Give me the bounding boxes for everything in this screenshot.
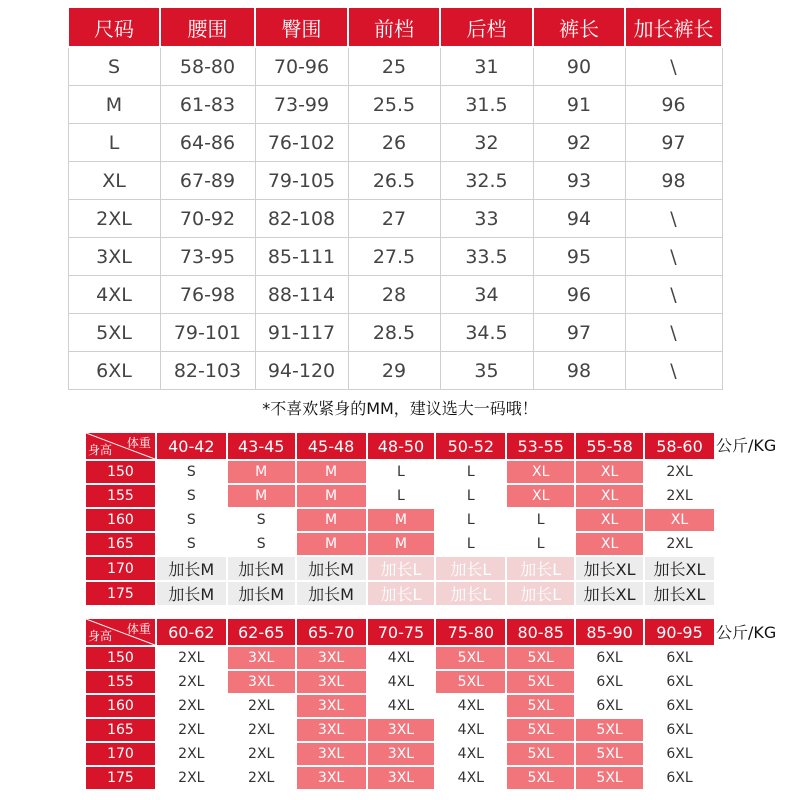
size-chart-header — [68, 7, 722, 47]
table-cell: 91 — [533, 86, 625, 124]
weight-range: 48-50 — [367, 432, 436, 460]
recommended-size: 6XL — [575, 670, 644, 694]
table-cell: 94 — [533, 200, 625, 238]
recommended-size: XL — [575, 532, 644, 556]
recommended-size: 5XL — [435, 670, 506, 694]
table-cell: 70-96 — [255, 47, 348, 86]
recommended-size: XL — [506, 460, 575, 484]
recommended-size: L — [435, 532, 506, 556]
table-cell: 58-80 — [160, 47, 255, 86]
recommended-size: L — [435, 484, 506, 508]
table-cell: 32.5 — [440, 162, 533, 200]
height-value: 155 — [85, 484, 156, 508]
table-cell: 82-103 — [160, 352, 255, 390]
header-back-rise: 后档 — [440, 7, 533, 47]
recommended-size: 3XL — [367, 718, 436, 742]
recommended-size: M — [296, 484, 367, 508]
recommended-size: 3XL — [227, 670, 296, 694]
recommended-size: 4XL — [435, 718, 506, 742]
height-row — [85, 532, 715, 556]
weight-range: 40-42 — [156, 432, 227, 460]
table-cell: 98 — [625, 162, 722, 200]
table-cell: 92 — [533, 124, 625, 162]
recommended-size: 3XL — [296, 718, 367, 742]
weight-range: 90-95 — [644, 618, 715, 646]
recommended-size: 6XL — [575, 694, 644, 718]
recommended-size: 2XL — [227, 742, 296, 766]
recommended-size: 加长M — [156, 581, 227, 606]
table-cell: 34 — [440, 276, 533, 314]
table-cell: \ — [625, 276, 722, 314]
height-row — [85, 508, 715, 532]
recommended-size: 6XL — [644, 718, 715, 742]
size-chart-body — [68, 47, 722, 390]
recommended-size: 加长L — [506, 556, 575, 581]
recommended-size: 加长M — [227, 581, 296, 606]
recommended-size: 加长XL — [644, 556, 715, 581]
weight-range: 75-80 — [435, 618, 506, 646]
table-cell: S — [68, 47, 160, 86]
header-hip: 臀围 — [255, 7, 348, 47]
recommendation-grid-light — [84, 431, 716, 607]
recommended-size: XL — [575, 508, 644, 532]
table-cell: 4XL — [68, 276, 160, 314]
recommended-size: 4XL — [367, 646, 436, 670]
height-row — [85, 742, 715, 766]
recommended-size: 加长M — [296, 581, 367, 606]
recommended-size: 5XL — [506, 694, 575, 718]
recommended-size: M — [367, 532, 436, 556]
recommended-size: L — [367, 460, 436, 484]
recommended-size: 加长XL — [575, 556, 644, 581]
recommended-size: 4XL — [435, 694, 506, 718]
table-cell: 90 — [533, 47, 625, 86]
recommended-size: 5XL — [575, 742, 644, 766]
height-value: 165 — [85, 532, 156, 556]
table-row — [68, 47, 722, 86]
table-row — [68, 238, 722, 276]
recommended-size: L — [506, 508, 575, 532]
table-cell: \ — [625, 47, 722, 86]
recommended-size: XL — [644, 508, 715, 532]
recommended-size: 2XL — [156, 694, 227, 718]
recommended-size: 加长L — [506, 581, 575, 606]
height-value: 160 — [85, 508, 156, 532]
table-cell: 31 — [440, 47, 533, 86]
weight-range: 53-55 — [506, 432, 575, 460]
corner-weight-label: 体重 — [126, 436, 151, 450]
height-value: 160 — [85, 694, 156, 718]
recommended-size: 4XL — [367, 694, 436, 718]
header-size: 尺码 — [68, 7, 160, 47]
recommended-size: 6XL — [644, 646, 715, 670]
recommended-size: S — [227, 532, 296, 556]
header-long-length: 加长裤长 — [625, 7, 722, 47]
table-cell: \ — [625, 352, 722, 390]
recommended-size: M — [296, 532, 367, 556]
recommended-size: 6XL — [575, 646, 644, 670]
table-cell: 28 — [348, 276, 440, 314]
recommended-size: 4XL — [435, 766, 506, 790]
recommended-size: S — [156, 460, 227, 484]
header-waist: 腰围 — [160, 7, 255, 47]
height-row — [85, 646, 715, 670]
table-cell: 94-120 — [255, 352, 348, 390]
recommended-size: 加长M — [296, 556, 367, 581]
weight-header-row — [85, 618, 715, 646]
size-chart-table — [67, 6, 723, 390]
weight-range: 50-52 — [435, 432, 506, 460]
recommended-size: S — [227, 508, 296, 532]
recommended-size: 2XL — [156, 670, 227, 694]
height-row — [85, 460, 715, 484]
recommended-size: 加长L — [435, 556, 506, 581]
recommended-size: 2XL — [227, 718, 296, 742]
table-cell: 70-92 — [160, 200, 255, 238]
height-value: 150 — [85, 460, 156, 484]
height-value: 155 — [85, 670, 156, 694]
recommended-size: L — [435, 460, 506, 484]
recommended-size: 加长L — [367, 581, 436, 606]
recommended-size: S — [156, 508, 227, 532]
recommended-size: XL — [575, 460, 644, 484]
table-cell: 26.5 — [348, 162, 440, 200]
recommended-size: L — [506, 532, 575, 556]
recommended-size: 3XL — [296, 670, 367, 694]
table-cell: 26 — [348, 124, 440, 162]
recommended-size: 5XL — [506, 718, 575, 742]
table-cell: 96 — [625, 86, 722, 124]
recommended-size: 5XL — [506, 742, 575, 766]
table-row — [68, 162, 722, 200]
table-cell: L — [68, 124, 160, 162]
height-row — [85, 670, 715, 694]
weight-range: 70-75 — [367, 618, 436, 646]
table-cell: 25 — [348, 47, 440, 86]
table-cell: 76-98 — [160, 276, 255, 314]
height-value: 170 — [85, 742, 156, 766]
table-cell: 27 — [348, 200, 440, 238]
recommended-size: L — [435, 508, 506, 532]
table-cell: 96 — [533, 276, 625, 314]
table-row — [68, 314, 722, 352]
height-row — [85, 556, 715, 581]
table-cell: 33 — [440, 200, 533, 238]
recommended-size: 2XL — [644, 484, 715, 508]
table-cell: 97 — [533, 314, 625, 352]
recommended-size: 加长XL — [644, 581, 715, 606]
table-cell: 93 — [533, 162, 625, 200]
table-cell: 91-117 — [255, 314, 348, 352]
recommended-size: 3XL — [296, 742, 367, 766]
corner-height-label: 身高 — [88, 629, 113, 643]
weight-range: 43-45 — [227, 432, 296, 460]
recommended-size: L — [367, 484, 436, 508]
recommended-size: 4XL — [367, 670, 436, 694]
recommended-size: 加长M — [227, 556, 296, 581]
table-cell: 64-86 — [160, 124, 255, 162]
height-row — [85, 484, 715, 508]
recommended-size: 2XL — [156, 646, 227, 670]
recommended-size: XL — [575, 484, 644, 508]
height-value: 170 — [85, 556, 156, 581]
recommended-size: 3XL — [296, 766, 367, 790]
weight-range: 80-85 — [506, 618, 575, 646]
table-cell: 82-108 — [255, 200, 348, 238]
recommended-size: 6XL — [644, 694, 715, 718]
recommended-size: 6XL — [644, 742, 715, 766]
weight-range: 45-48 — [296, 432, 367, 460]
recommended-size: S — [156, 484, 227, 508]
height-row — [85, 766, 715, 790]
height-row — [85, 718, 715, 742]
table-cell: 76-102 — [255, 124, 348, 162]
recommended-size: 4XL — [435, 742, 506, 766]
recommended-size: M — [367, 508, 436, 532]
table-cell: \ — [625, 314, 722, 352]
table-cell: 34.5 — [440, 314, 533, 352]
table-row — [68, 124, 722, 162]
table-cell: 29 — [348, 352, 440, 390]
table-cell: 88-114 — [255, 276, 348, 314]
table-cell: 85-111 — [255, 238, 348, 276]
recommended-size: 2XL — [644, 460, 715, 484]
height-value: 150 — [85, 646, 156, 670]
weight-range: 60-62 — [156, 618, 227, 646]
weight-range: 65-70 — [296, 618, 367, 646]
table-row — [68, 86, 722, 124]
recommendation-grid-heavy — [84, 617, 716, 791]
recommended-size: 2XL — [156, 718, 227, 742]
recommended-size: 5XL — [575, 766, 644, 790]
recommended-size: 2XL — [156, 742, 227, 766]
table-cell: 32 — [440, 124, 533, 162]
table-row — [68, 276, 722, 314]
recommended-size: 3XL — [296, 646, 367, 670]
corner-height-label: 身高 — [88, 443, 113, 457]
recommended-size: M — [227, 484, 296, 508]
header-front-rise: 前档 — [348, 7, 440, 47]
weight-range: 62-65 — [227, 618, 296, 646]
recommended-size: 加长L — [435, 581, 506, 606]
table-cell: 67-89 — [160, 162, 255, 200]
recommended-size: 加长M — [156, 556, 227, 581]
table-cell: 33.5 — [440, 238, 533, 276]
height-row — [85, 581, 715, 606]
table-cell: 31.5 — [440, 86, 533, 124]
table-cell: \ — [625, 200, 722, 238]
recommended-size: 5XL — [435, 646, 506, 670]
recommended-size: M — [296, 508, 367, 532]
table-cell: 35 — [440, 352, 533, 390]
table-cell: 61-83 — [160, 86, 255, 124]
table-cell: 95 — [533, 238, 625, 276]
table-cell: \ — [625, 238, 722, 276]
table-cell: 6XL — [68, 352, 160, 390]
table-cell: XL — [68, 162, 160, 200]
recommended-size: 5XL — [575, 718, 644, 742]
recommended-size: S — [156, 532, 227, 556]
weight-range: 55-58 — [575, 432, 644, 460]
weight-unit-label: 公斤/KG — [716, 436, 777, 455]
recommended-size: M — [296, 460, 367, 484]
recommended-size: 3XL — [227, 646, 296, 670]
table-cell: 97 — [625, 124, 722, 162]
fit-note: *不喜欢紧身的MM，建议选大一码哦！ — [262, 399, 538, 418]
header-length: 裤长 — [533, 7, 625, 47]
table-cell: 28.5 — [348, 314, 440, 352]
recommended-size: 加长L — [367, 556, 436, 581]
weight-header-row — [85, 432, 715, 460]
recommended-size: 5XL — [506, 646, 575, 670]
recommended-size: 加长XL — [575, 581, 644, 606]
recommended-size: M — [227, 460, 296, 484]
recommended-size: 5XL — [506, 766, 575, 790]
corner-cell — [85, 432, 156, 460]
table-cell: 79-101 — [160, 314, 255, 352]
recommended-size: 2XL — [644, 532, 715, 556]
height-row — [85, 694, 715, 718]
recommended-size: 2XL — [227, 766, 296, 790]
table-row — [68, 352, 722, 390]
corner-cell — [85, 618, 156, 646]
recommended-size: 6XL — [644, 766, 715, 790]
recommended-size: 5XL — [506, 670, 575, 694]
recommended-size: 6XL — [644, 670, 715, 694]
recommended-size: 2XL — [227, 694, 296, 718]
table-cell: 2XL — [68, 200, 160, 238]
height-value: 175 — [85, 581, 156, 606]
recommended-size: 3XL — [367, 766, 436, 790]
height-value: 175 — [85, 766, 156, 790]
recommended-size: 2XL — [156, 766, 227, 790]
table-cell: 25.5 — [348, 86, 440, 124]
recommended-size: XL — [506, 484, 575, 508]
recommended-size: 3XL — [367, 742, 436, 766]
table-row — [68, 200, 722, 238]
table-cell: 98 — [533, 352, 625, 390]
weight-unit-label: 公斤/KG — [716, 623, 777, 642]
weight-range: 85-90 — [575, 618, 644, 646]
recommended-size: 3XL — [296, 694, 367, 718]
corner-weight-label: 体重 — [126, 622, 151, 636]
table-cell: M — [68, 86, 160, 124]
table-cell: 5XL — [68, 314, 160, 352]
table-cell: 73-95 — [160, 238, 255, 276]
table-cell: 79-105 — [255, 162, 348, 200]
table-cell: 27.5 — [348, 238, 440, 276]
table-cell: 3XL — [68, 238, 160, 276]
height-value: 165 — [85, 718, 156, 742]
table-cell: 73-99 — [255, 86, 348, 124]
weight-range: 58-60 — [644, 432, 715, 460]
